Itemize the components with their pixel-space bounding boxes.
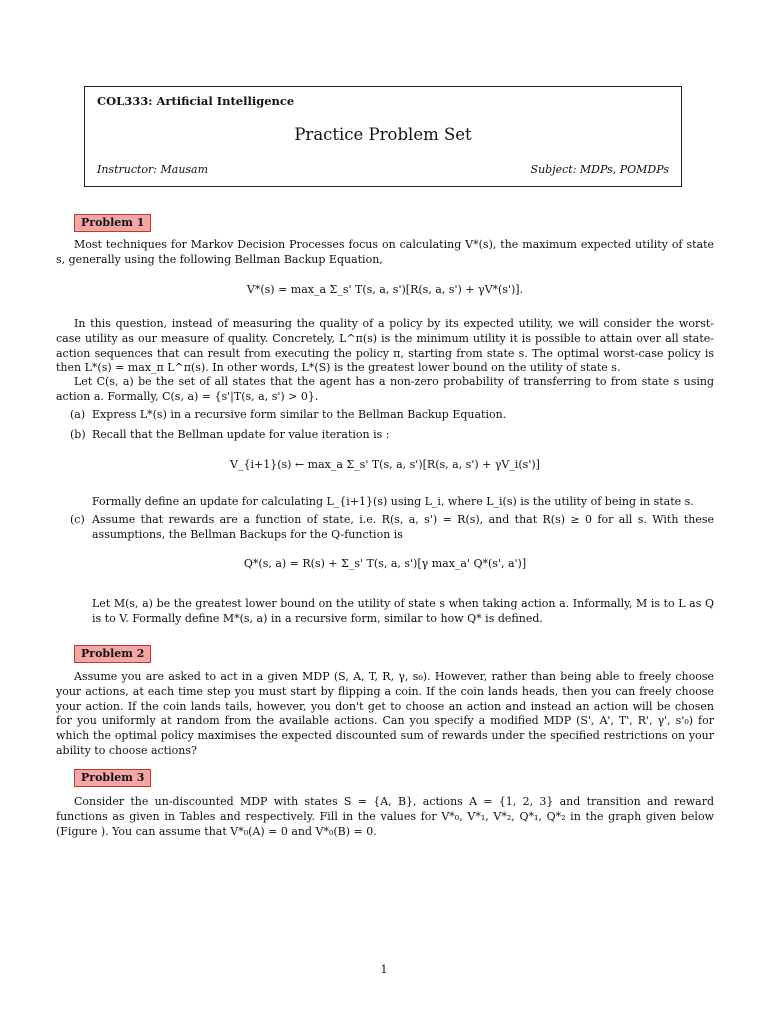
problem-1-item-a [70, 408, 714, 423]
subject-label: Subject: MDPs, POMDPs [530, 163, 669, 176]
problem-1-item-c-followup: Let M(s, a) be the greatest lower bound on the utility of state s when taking action a. Informally, M is to L as Q is to V. Formally define M*(s, a) in a recursive form, similar to how Q* is defined. [92, 597, 714, 625]
page-number: 1 [380, 963, 388, 976]
course-title: COL333: Artificial Intelligence [97, 94, 295, 108]
problem-1-badge: Problem 1 [74, 214, 151, 232]
equation-bellman: V*(s) = max_a Σ_s' T(s, a, s')[R(s, a, s') + γV*(s')]. [246, 283, 524, 296]
item-text: Assume that rewards are a function of state, i.e. R(s, a, s') = R(s), and that R(s) ≥ 0 for all s. With these assumptions, the Bellman Backups for the Q-function is [92, 513, 714, 541]
problem-1-paragraph-3: Let C(s, a) be the set of all states that the agent has a non-zero probability of transferring to from state s using action a. Formally, C(s, a) = {s'|T(s, a, s') > 0}. [56, 375, 714, 403]
problem-1-item-b-followup: Formally define an update for calculating L_{i+1}(s) using L_i, where L_i(s) is the utility of being in state s. [92, 495, 694, 508]
item-label: (b) [70, 428, 86, 441]
problem-1-paragraph-2: In this question, instead of measuring the quality of a policy by its expected utility, we will consider the worst-case utility as our measure of quality. Concretely, L^π(s) is the minimum utility it is possible to attain over all state-action sequences that can result from executing the policy π, starting from state s. The optimal worst-case policy is then L*(s) = max_π L^π(s). In other words, L*(S) is the greatest lower bound on the utility of state s. [56, 317, 714, 375]
problem-1-item-b [70, 428, 714, 443]
page-title: Practice Problem Set [294, 125, 472, 144]
equation-value-iteration: V_{i+1}(s) ← max_a Σ_s' T(s, a, s')[R(s, a, s') + γV_i(s')] [230, 458, 540, 471]
item-text: Express L*(s) in a recursive form similar to the Bellman Backup Equation. [92, 408, 507, 421]
problem-2-badge: Problem 2 [74, 645, 151, 663]
item-label: (a) [70, 408, 86, 421]
equation-q-function: Q*(s, a) = R(s) + Σ_s' T(s, a, s')[γ max_a' Q*(s', a')] [243, 557, 527, 570]
item-text: Recall that the Bellman update for value iteration is : [92, 428, 390, 441]
problem-3-badge: Problem 3 [74, 769, 151, 787]
problem-2-text: Assume you are asked to act in a given MDP (S, A, T, R, γ, s₀). However, rather than being able to freely choose your actions, at each time step you must start by flipping a coin. If the coin lands heads, then you can freely choose your action. If the coin lands tails, however, you don't get to choose an action and instead an action will be chosen for you uniformly at random from the available actions. Can you specify a modified MDP (S', A', T', R', γ', s'₀) for which the optimal policy maximises the expected discounted sum of rewards under the specified restrictions on your ability to choose actions? [56, 670, 714, 757]
problem-3-text: Consider the un-discounted MDP with states S = {A, B}, actions A = {1, 2, 3} and transition and reward functions as given in Tables and respectively. Fill in the values for V*₀, V*₁, V*₂, Q*₁, Q*₂ in the graph given below (Figure ). You can assume that V*₀(A) = 0 and V*₀(B) = 0. [56, 795, 714, 838]
item-label: (c) [70, 513, 85, 526]
header-box [84, 86, 682, 187]
problem-1-item-c [70, 513, 714, 543]
instructor-label: Instructor: Mausam [97, 163, 209, 176]
problem-1-intro: Most techniques for Markov Decision Processes focus on calculating V*(s), the maximum expected utility of state s, generally using the following Bellman Backup Equation, [56, 238, 714, 266]
